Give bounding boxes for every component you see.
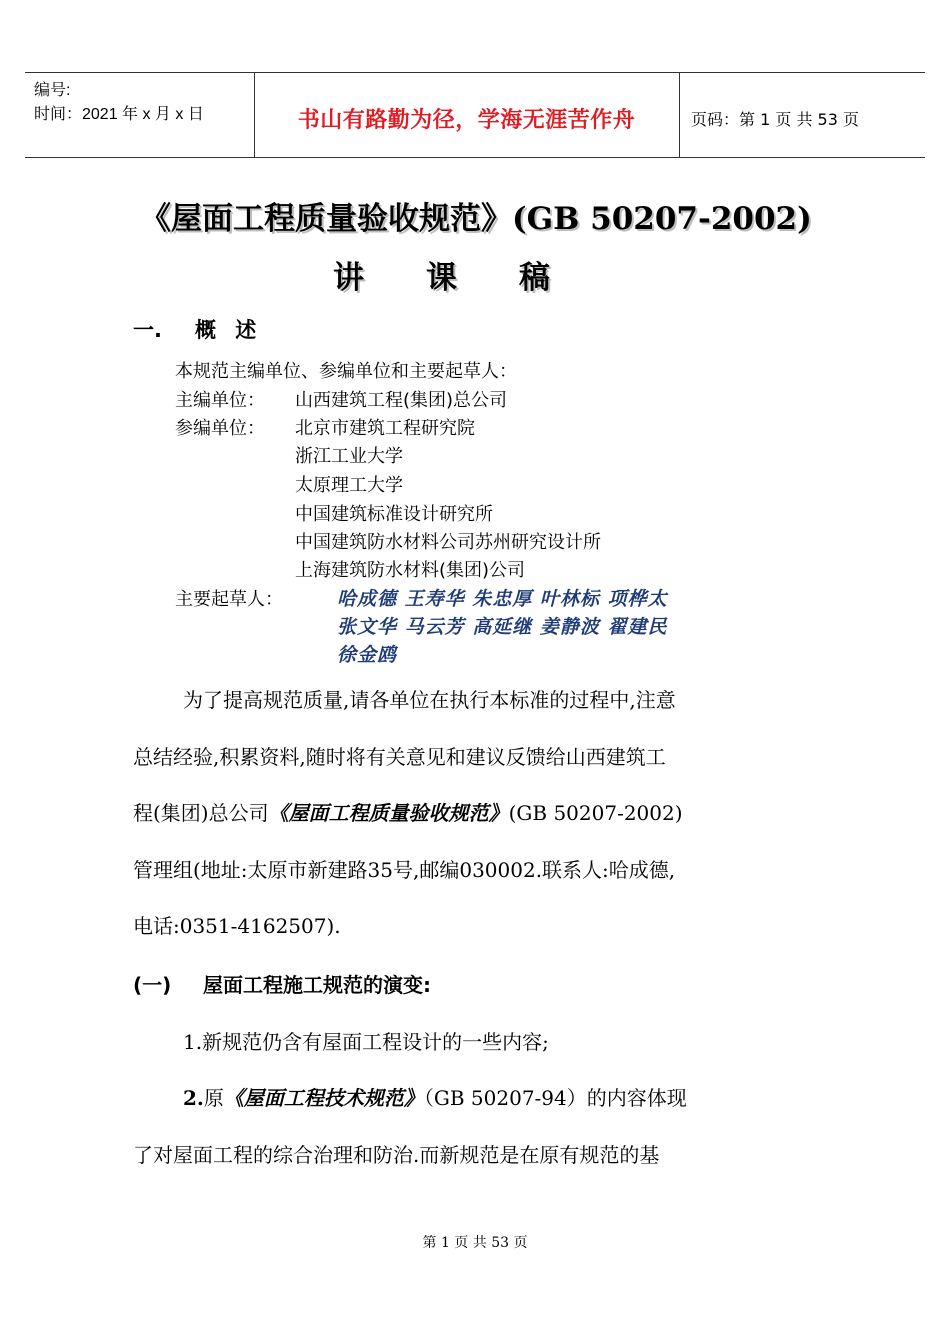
paragraph-line: 了对屋面工程的综合治理和防治.而新规范是在原有规范的基 — [133, 1143, 660, 1167]
header-page-code: 页码：第 1 页 共 53 页 — [691, 110, 859, 129]
list-item: 1.新规范仍含有屋面工程设计的一些内容; — [183, 1030, 549, 1054]
document-title: 《屋面工程质量验收规范》(GB 50207-2002) — [140, 201, 812, 237]
standard-title-reference: 《屋面工程质量验收规范》 — [268, 801, 509, 825]
list-item-number: 2. — [183, 1086, 204, 1110]
paragraph-line — [133, 797, 683, 826]
subsection-number: (一) — [133, 973, 172, 997]
page-footer: 第 1 页 共 53 页 — [422, 1235, 528, 1251]
section-heading — [133, 314, 262, 344]
standard-code: （GB 50207-94）的内容体现 — [423, 1086, 687, 1110]
section-number: 一. — [133, 318, 162, 342]
header-motto: 书山有路勤为径，学海无涯苦作舟 — [297, 108, 636, 133]
participants-label: 参编单位： — [175, 418, 265, 439]
chief-unit-label: 主编单位： — [175, 390, 265, 411]
header-page-cell — [679, 73, 925, 157]
subsection-title: 屋面工程施工规范的演变: — [203, 973, 431, 997]
participant-item: 上海建筑防水材料(集团)公司 — [295, 560, 526, 581]
document-subtitle: 讲课稿 — [333, 260, 612, 296]
header-meta-cell — [25, 73, 255, 157]
list-item — [183, 1082, 687, 1111]
drafters-line: 徐金鸥 — [337, 644, 398, 666]
paragraph-line: 总结经验,积累资料,随时将有关意见和建议反馈给山西建筑工 — [133, 745, 666, 769]
participant-item: 中国建筑防水材料公司苏州研究设计所 — [295, 532, 601, 553]
subsection-heading — [133, 969, 431, 998]
paragraph-line: 电话:0351-4162507). — [133, 914, 341, 938]
page-header — [25, 72, 925, 158]
standard-title-reference: 《屋面工程技术规范》 — [223, 1086, 424, 1110]
paragraph-line: 为了提高规范质量,请各单位在执行本标准的过程中,注意 — [183, 688, 676, 712]
drafters-line: 哈成德 王寿华 朱忠厚 叶林标 项桦太 — [337, 588, 668, 610]
header-motto-cell — [254, 73, 680, 157]
section-title: 概 述 — [195, 318, 263, 342]
standard-code: (GB 50207-2002) — [508, 801, 683, 825]
drafters-label: 主要起草人： — [175, 589, 283, 610]
document-number-label: 编号: — [34, 82, 71, 99]
chief-unit-value: 山西建筑工程(集团)总公司 — [295, 390, 508, 411]
participant-item: 中国建筑标准设计研究所 — [295, 504, 493, 525]
participant-item: 浙江工业大学 — [295, 446, 403, 467]
participant-item: 北京市建筑工程研究院 — [295, 418, 475, 439]
paragraph-line: 管理组(地址:太原市新建路35号,邮编030002.联系人:哈成德, — [133, 858, 676, 882]
intro-line: 本规范主编单位、参编单位和主要起草人： — [175, 361, 517, 382]
list-item-text: 原 — [203, 1086, 224, 1110]
paragraph-text: 程(集团)总公司 — [133, 801, 269, 825]
drafters-line: 张文华 马云芳 高延继 姜静波 翟建民 — [337, 616, 668, 638]
participant-item: 太原理工大学 — [295, 475, 403, 496]
document-time-label: 时间：2021 年 x 月 x 日 — [34, 106, 204, 123]
